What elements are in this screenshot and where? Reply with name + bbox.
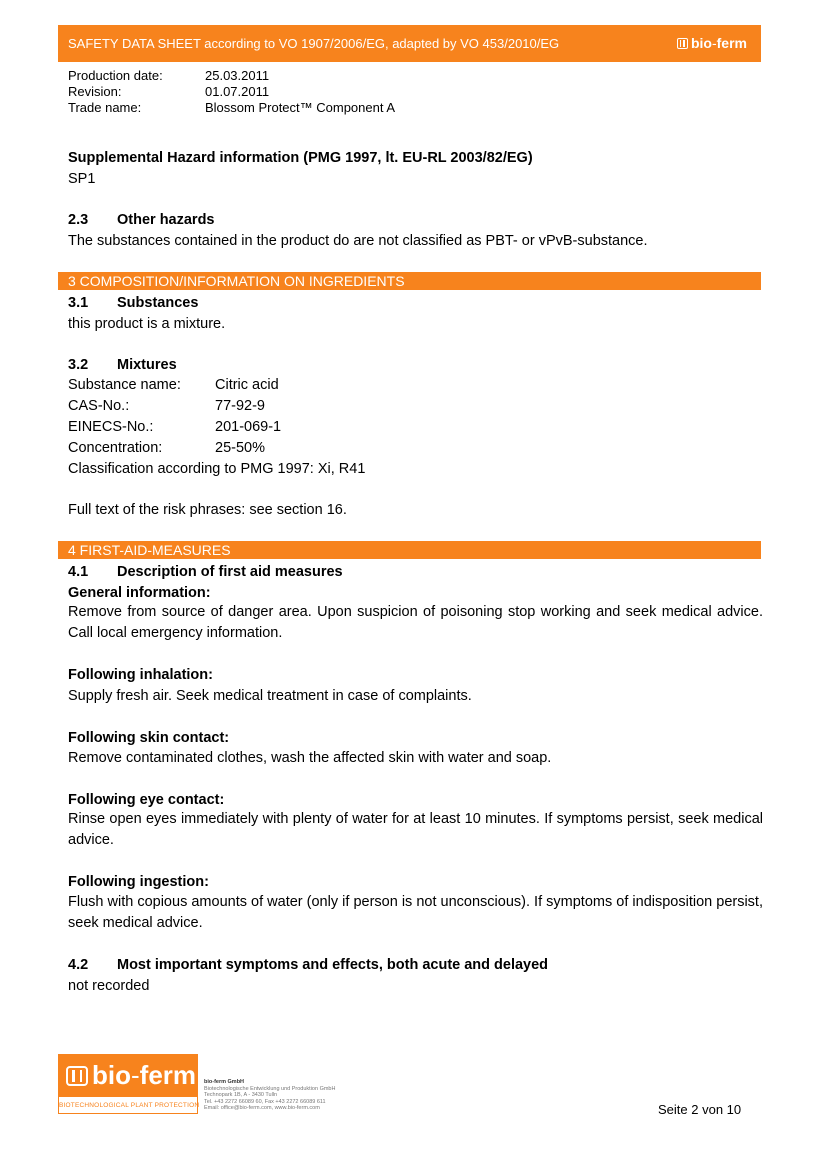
mixture-row-value: 77-92-9: [215, 398, 265, 414]
supplemental-heading: Supplemental Hazard information (PMG 1997, lt. EU-RL 2003/82/EG): [68, 150, 533, 166]
section-3-1-heading: [68, 293, 198, 313]
section-4-2-heading: [68, 955, 548, 975]
document-header: [58, 25, 761, 62]
mixture-row: [68, 438, 365, 459]
section-3-2-heading: [68, 355, 177, 375]
section-3-2-title: Mixtures: [117, 357, 177, 373]
inhalation-text: Supply fresh air. Seek medical treatment in case of complaints.: [68, 688, 472, 704]
meta-row-trade-name: [68, 100, 395, 116]
document-meta: [68, 68, 395, 116]
mixture-row-label: EINECS-No.:: [68, 419, 154, 435]
bio-ferm-logo-icon: [677, 38, 688, 49]
section-3-2-number: 3.2: [68, 357, 89, 373]
inhalation-heading: Following inhalation:: [68, 667, 213, 683]
skin-contact-heading: Following skin contact:: [68, 730, 230, 746]
footer-logo-wordmark: [66, 1060, 196, 1091]
trade-name-value: Blossom Protect™ Component A: [205, 100, 396, 115]
meta-row-production-date: [68, 68, 395, 84]
section-3-bar: [58, 272, 761, 290]
full-text-note: Full text of the risk phrases: see section 16.: [68, 502, 347, 518]
company-name: bio-ferm GmbH: [204, 1079, 245, 1085]
mixture-row-value: 25-50%: [215, 440, 265, 456]
production-date-label: Production date:: [68, 68, 163, 83]
trade-name-label: Trade name:: [68, 100, 142, 115]
bio-ferm-logo-icon: [66, 1066, 88, 1086]
mixture-row: [68, 375, 365, 396]
header-logo-ferm: ferm: [716, 35, 747, 51]
ingestion-heading: Following ingestion:: [68, 874, 209, 890]
skin-contact-text: Remove contaminated clothes, wash the affected skin with water and soap.: [68, 750, 552, 766]
section-4-1-heading: [68, 562, 343, 582]
section-2-3-text: The substances contained in the product do are not classified as PBT- or vPvB-substance.: [68, 233, 648, 249]
mixture-row: [68, 396, 365, 417]
company-line: Tel. +43 2272 66089 60, Fax +43 2272 66089 611: [204, 1098, 326, 1105]
mixture-row-label: Concentration:: [68, 440, 163, 456]
header-logo: [677, 35, 747, 51]
general-info-heading: General information:: [68, 585, 211, 601]
mixture-row: [68, 417, 365, 438]
production-date-value: 25.03.2011: [205, 68, 270, 83]
company-line: Email: office@bio-ferm.com, www.bio-ferm.com: [204, 1105, 320, 1111]
mixture-row-value: 201-069-1: [215, 419, 282, 435]
footer-logo: [58, 1054, 198, 1114]
general-info-text: Remove from source of danger area. Upon suspicion of poisoning stop working and seek medical advice. Call local emergency information.: [68, 604, 763, 641]
section-4-2-number: 4.2: [68, 957, 89, 973]
section-4-2-title: Most important symptoms and effects, both acute and delayed: [117, 957, 549, 973]
mixture-row-value: Citric acid: [215, 377, 279, 393]
footer-logo-ferm: ferm: [139, 1060, 197, 1090]
footer-tagline: BIOTECHNOLOGICAL PLANT PROTECTION: [58, 1096, 198, 1114]
revision-label: Revision:: [68, 84, 122, 99]
meta-row-revision: [68, 84, 395, 100]
footer-company-info: [204, 1079, 335, 1112]
section-3-1-title: Substances: [117, 295, 199, 311]
section-4-title: 4 FIRST-AID-MEASURES: [68, 542, 231, 558]
footer-logo-bio: bio: [92, 1060, 131, 1090]
supplemental-value: SP1: [68, 171, 96, 187]
mixture-row-label: CAS-No.:: [68, 398, 130, 414]
company-line: Biotechnologische Entwicklung und Produktion GmbH: [204, 1085, 336, 1092]
section-4-1-title: Description of first aid measures: [117, 564, 343, 580]
header-title: SAFETY DATA SHEET according to VO 1907/2006/EG, adapted by VO 453/2010/EG: [68, 36, 560, 51]
footer-logo-hyphen: -: [131, 1060, 140, 1090]
section-3-1-text: this product is a mixture.: [68, 316, 226, 332]
section-2-3-heading: [68, 210, 215, 230]
classification-text: Classification according to PMG 1997: Xi, R41: [68, 461, 366, 477]
section-2-3-title: Other hazards: [117, 212, 215, 228]
page-number: Seite 2 von 10: [658, 1102, 742, 1117]
eye-contact-text: Rinse open eyes immediately with plenty of water for at least 10 minutes. If symptoms persist, seek medical advice.: [68, 811, 763, 848]
mixture-row-label: Substance name:: [68, 377, 181, 393]
eye-contact-heading: Following eye contact:: [68, 792, 225, 808]
section-2-3-number: 2.3: [68, 212, 89, 228]
ingestion-text: Flush with copious amounts of water (only if person is not unconscious). If symptoms of indisposition persist, seek medical advice.: [68, 894, 763, 931]
header-logo-hyphen: -: [711, 35, 717, 51]
section-4-bar: [58, 541, 761, 559]
section-4-1-number: 4.1: [68, 564, 89, 580]
section-3-title: 3 COMPOSITION/INFORMATION ON INGREDIENTS: [68, 273, 405, 289]
section-3-1-number: 3.1: [68, 295, 89, 311]
revision-value: 01.07.2011: [205, 84, 270, 99]
section-4-2-text: not recorded: [68, 978, 150, 994]
mixture-details: [68, 375, 365, 480]
header-logo-bio: bio: [690, 35, 712, 51]
company-line: Technopark 1B, A - 3430 Tulln: [204, 1092, 278, 1098]
